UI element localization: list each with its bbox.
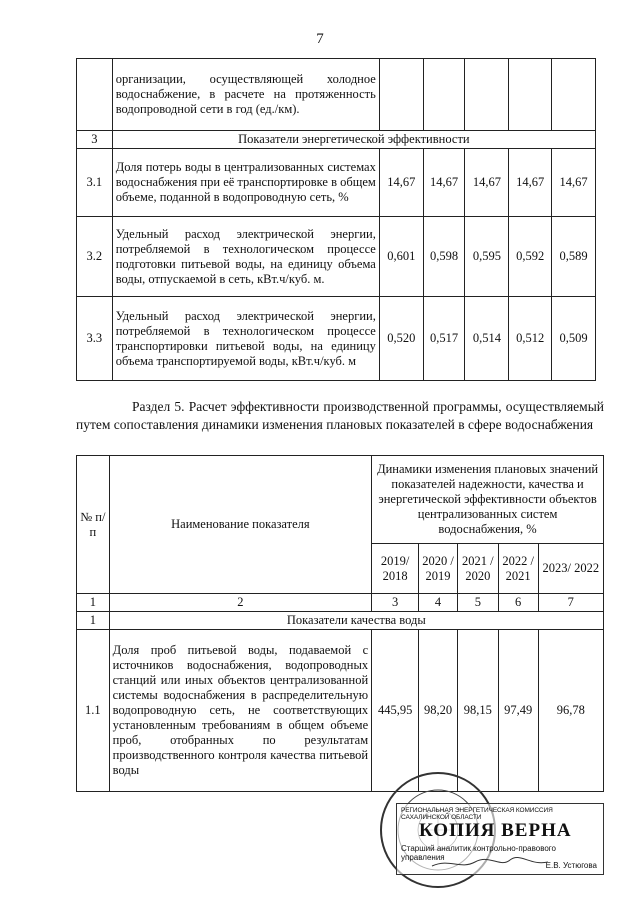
value-cell: 97,49 (498, 630, 538, 792)
value-cell (379, 59, 423, 131)
stamp-signer: Е.В. Устюгова (545, 861, 597, 870)
col-header-number: № п/п (77, 456, 110, 594)
index-cell: 6 (498, 594, 538, 612)
section-title: Показатели качества воды (109, 612, 603, 630)
table-row (77, 59, 596, 131)
value-cell: 0,592 (509, 217, 552, 297)
section-number: 1 (77, 612, 110, 630)
value-cell: 0,601 (379, 217, 423, 297)
indicator-name: Удельный расход электрической энергии, потребляемой в технологическом процессе транспортировки питьевой воды, на единицу объема транспортируемой воды, кВт.ч/куб. м (112, 297, 379, 381)
col-header-group: Динамики изменения плановых значений показателей надежности, качества и энергетической эффективности объектов централизованных систем водоснабжения, % (372, 456, 604, 544)
indicator-name: Доля проб питьевой воды, подаваемой с источников водоснабжения, водопроводных станций или иных объектов централизованной системы водоснабжения в распределительную водопроводную сеть, не соответствующих установленным требованиям в общем объеме проб, отобранных по результатам производственного контроля качества питьевой воды (109, 630, 371, 792)
stamp-title: КОПИЯ ВЕРНА (419, 820, 572, 841)
value-cell: 0,589 (552, 217, 596, 297)
value-cell: 0,598 (423, 217, 465, 297)
section-number: 3 (77, 131, 113, 149)
section-row (77, 612, 604, 630)
index-cell: 1 (77, 594, 110, 612)
indicator-name: Доля потерь воды в централизованных системах водоснабжения при её транспортировке в общем объеме, поданной в водопроводную сеть, % (112, 149, 379, 217)
year-header: 2022 / 2021 (498, 544, 538, 594)
year-header: 2021 / 2020 (457, 544, 498, 594)
indicators-table-continued (76, 58, 596, 381)
header-row (77, 456, 604, 544)
efficiency-table (76, 455, 604, 792)
index-cell: 5 (457, 594, 498, 612)
row-number: 3.3 (77, 297, 113, 381)
value-cell: 14,67 (552, 149, 596, 217)
value-cell (552, 59, 596, 131)
value-cell: 0,509 (552, 297, 596, 381)
section-row (77, 131, 596, 149)
table-row (77, 297, 596, 381)
col-header-name: Наименование показателя (109, 456, 371, 594)
value-cell: 14,67 (423, 149, 465, 217)
year-header: 2023/ 2022 (538, 544, 603, 594)
value-cell: 0,517 (423, 297, 465, 381)
section-5-heading: Раздел 5. Расчет эффективности производственной программы, осуществляемый путем сопоставления динамики изменения плановых показателей в сфере водоснабжения (76, 399, 604, 432)
row-number: 3.2 (77, 217, 113, 297)
index-cell: 3 (372, 594, 419, 612)
value-cell: 0,512 (509, 297, 552, 381)
value-cell: 0,595 (465, 217, 509, 297)
value-cell: 14,67 (509, 149, 552, 217)
value-cell: 0,514 (465, 297, 509, 381)
value-cell (465, 59, 509, 131)
row-number (77, 59, 113, 131)
year-header: 2019/ 2018 (372, 544, 419, 594)
index-row (77, 594, 604, 612)
table-row (77, 630, 604, 792)
value-cell: 445,95 (372, 630, 419, 792)
index-cell: 7 (538, 594, 603, 612)
value-cell: 14,67 (465, 149, 509, 217)
value-cell (423, 59, 465, 131)
value-cell: 14,67 (379, 149, 423, 217)
value-cell: 98,20 (419, 630, 458, 792)
row-number: 1.1 (77, 630, 110, 792)
value-cell (509, 59, 552, 131)
indicator-name: организации, осуществляющей холодное водоснабжение, в расчете на протяженность водопроводной сети в год (ед./км). (112, 59, 379, 131)
signature-icon (430, 856, 550, 870)
indicator-name: Удельный расход электрической энергии, потребляемой в технологическом процессе подготовки питьевой воды, на единицу объема воды, отпускаемой в сеть, кВт.ч/куб. м. (112, 217, 379, 297)
index-cell: 2 (109, 594, 371, 612)
stamp-role: Старший аналитик контрольно-правового управления (401, 844, 556, 862)
table-row (77, 217, 596, 297)
row-number: 3.1 (77, 149, 113, 217)
value-cell: 98,15 (457, 630, 498, 792)
section-title: Показатели энергетической эффективности (112, 131, 595, 149)
value-cell: 96,78 (538, 630, 603, 792)
page-number: 7 (316, 31, 324, 47)
value-cell: 0,520 (379, 297, 423, 381)
index-cell: 4 (419, 594, 458, 612)
table-row (77, 149, 596, 217)
stamp-organization: РЕГИОНАЛЬНАЯ ЭНЕРГЕТИЧЕСКАЯ КОМИССИЯ САХАЛИНСКОЙ ОБЛАСТИ (401, 807, 553, 821)
year-header: 2020 / 2019 (419, 544, 458, 594)
